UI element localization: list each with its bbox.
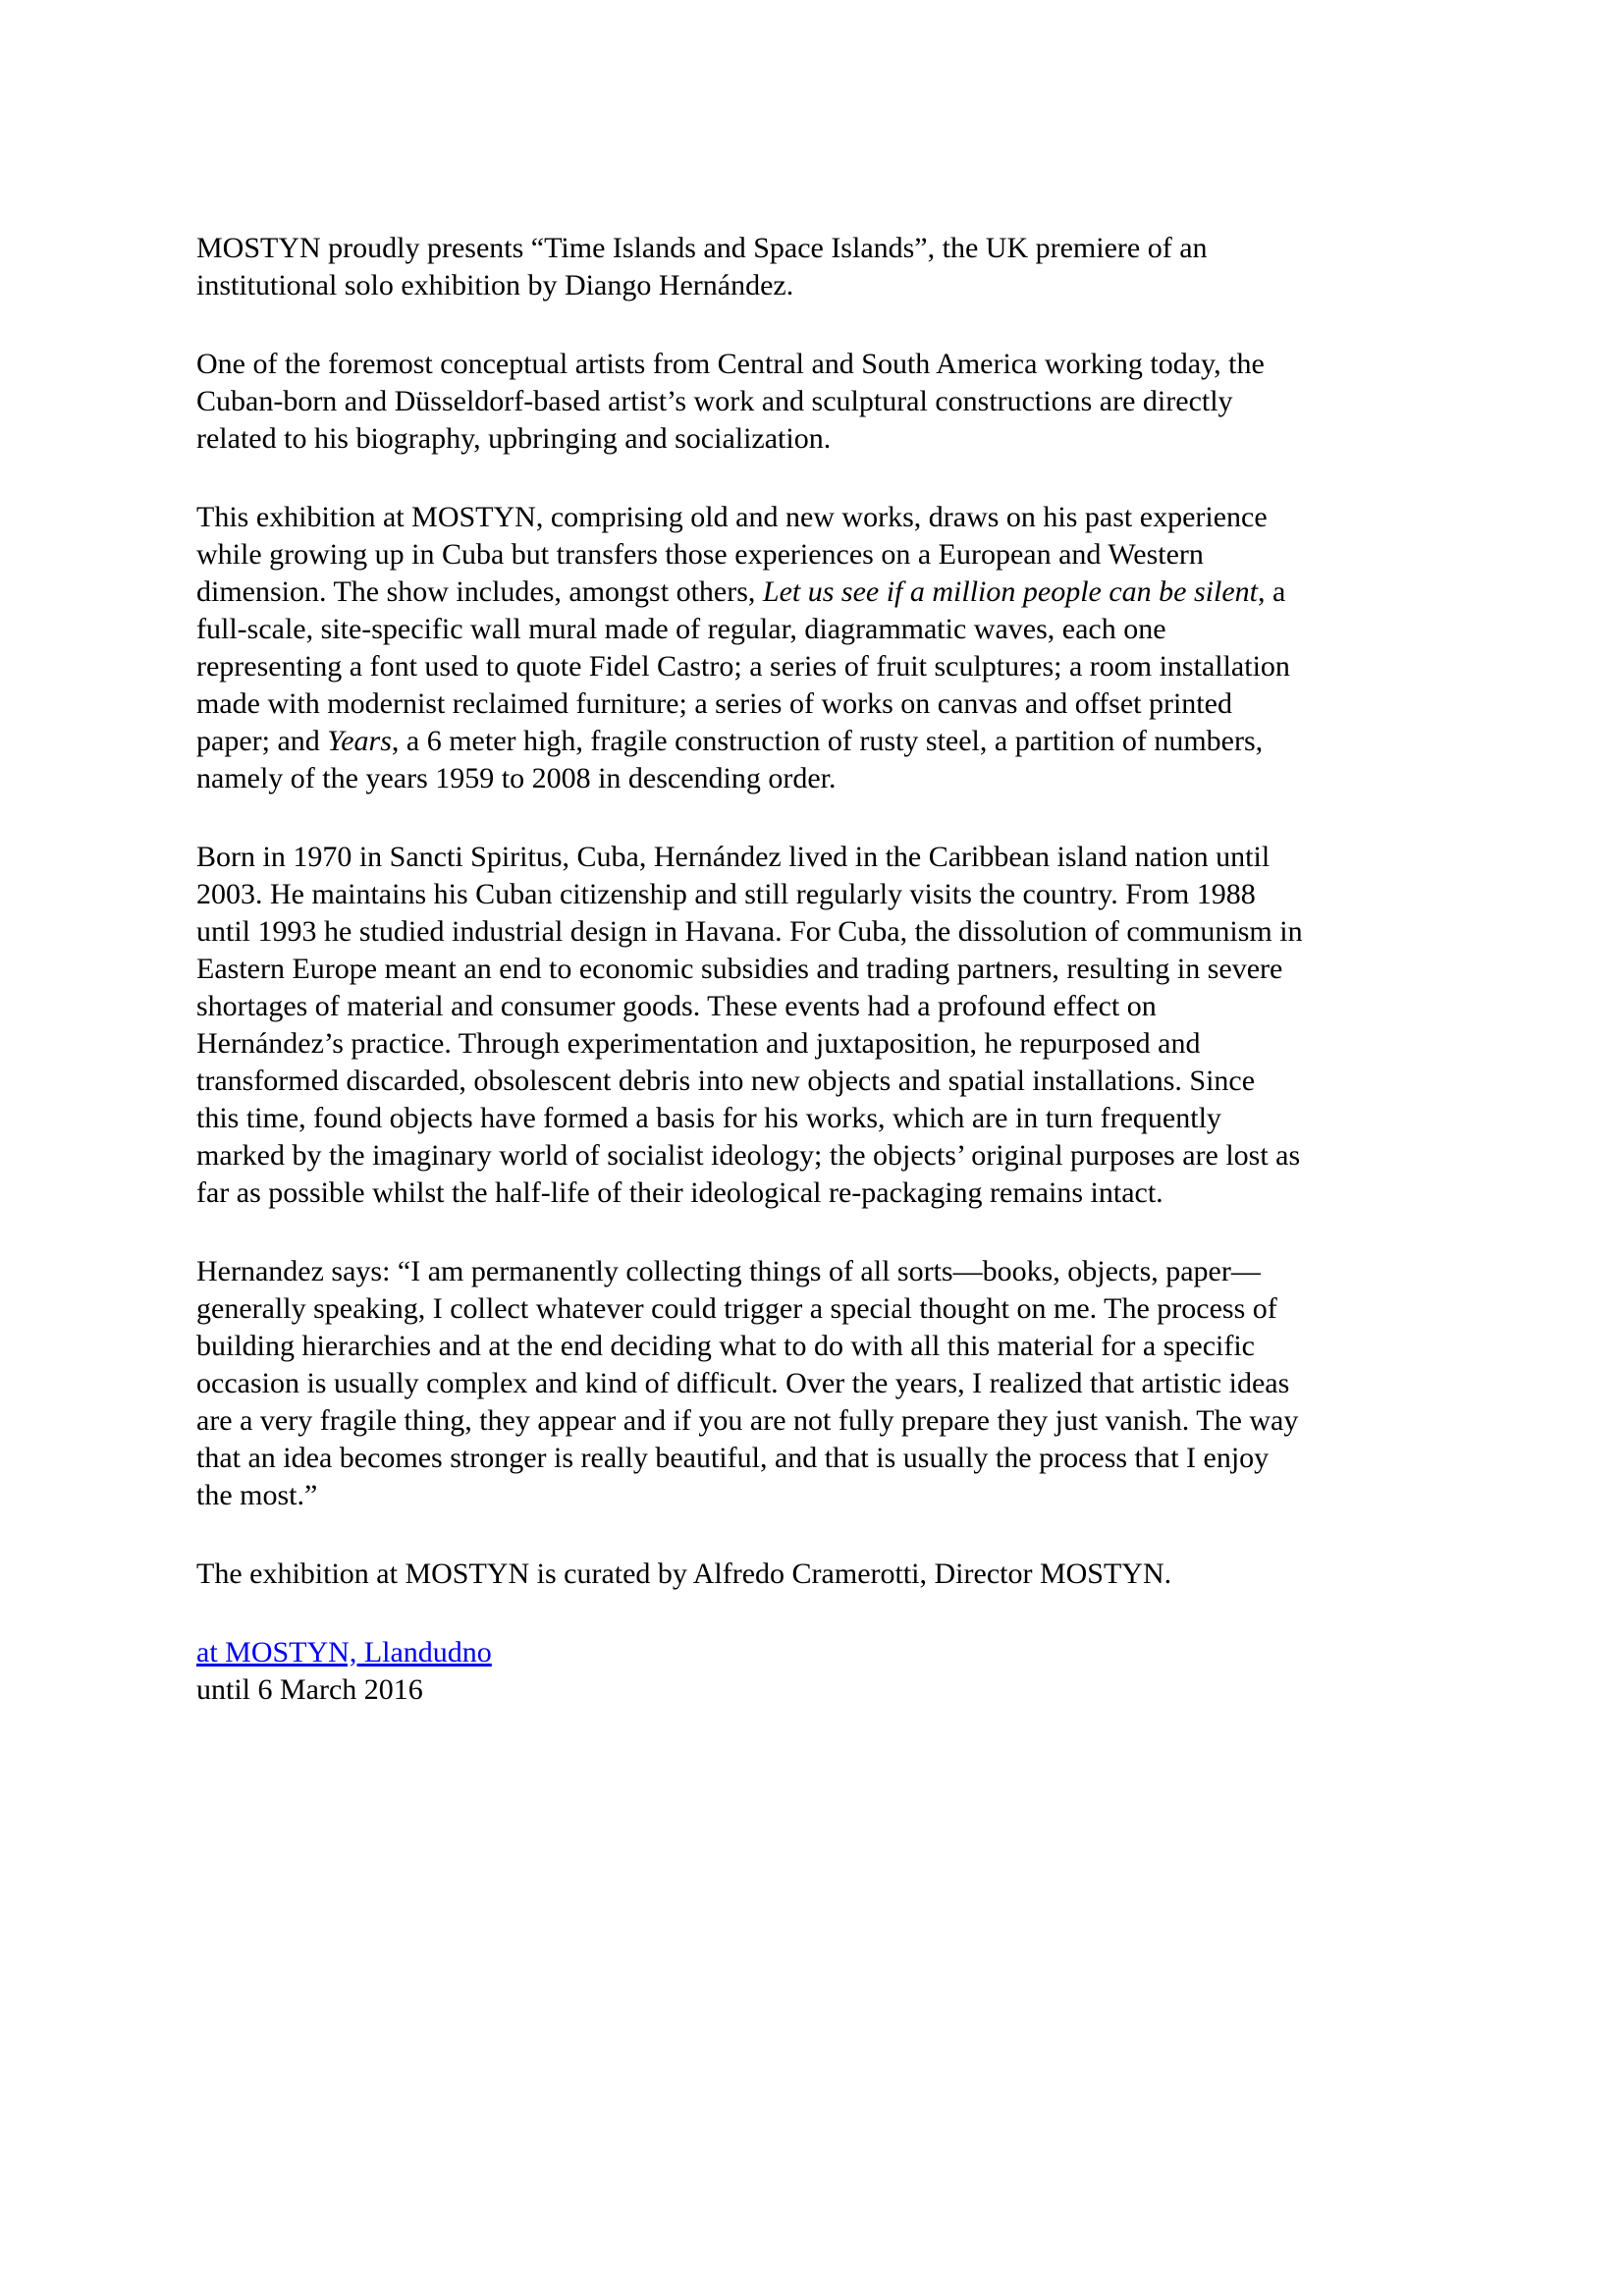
text-segment: This exhibition at MOSTYN, comprising old and new works, draws on his past experience	[196, 501, 1268, 533]
text-line	[196, 383, 1443, 420]
text-segment: MOSTYN proudly presents “Time Islands and Space Islands”, the UK premiere of an	[196, 232, 1208, 264]
text-segment: occasion is usually complex and kind of difficult. Over the years, I realized that artistic ideas	[196, 1367, 1290, 1399]
text-segment: 2003. He maintains his Cuban citizenship and still regularly visits the country. From 1988	[196, 878, 1256, 910]
text-segment: transformed discarded, obsolescent debris into new objects and spatial installations. Since	[196, 1065, 1256, 1097]
text-line	[196, 1175, 1443, 1212]
text-line	[196, 1253, 1443, 1290]
text-segment: dimension. The show includes, amongst others,	[196, 575, 763, 608]
text-segment: building hierarchies and at the end deciding what to do with all this material for a specific	[196, 1330, 1255, 1362]
artist-quote-paragraph	[196, 1253, 1443, 1514]
text-line	[196, 230, 1443, 267]
text-segment: Eastern Europe meant an end to economic subsidies and trading partners, resulting in severe	[196, 953, 1283, 985]
text-segment: One of the foremost conceptual artists from Central and South America working today, the	[196, 348, 1265, 380]
text-segment: marked by the imaginary world of socialist ideology; the objects’ original purposes are lost as	[196, 1139, 1301, 1172]
text-segment: , a 6 meter high, fragile construction of rusty steel, a partition of numbers,	[391, 725, 1264, 757]
text-line	[196, 1671, 1443, 1709]
artist-overview-paragraph	[196, 346, 1443, 458]
text-segment: until 1993 he studied industrial design in Havana. For Cuba, the dissolution of communism in	[196, 915, 1303, 948]
text-segment: Hernández’s practice. Through experimentation and juxtaposition, he repurposed and	[196, 1027, 1201, 1060]
text-segment: far as possible whilst the half-life of their ideological re-packaging remains intact.	[196, 1176, 1163, 1209]
text-line	[196, 1365, 1443, 1402]
text-line	[196, 1063, 1443, 1100]
text-line	[196, 267, 1443, 304]
text-line	[196, 346, 1443, 383]
text-segment: The exhibition at MOSTYN is curated by Alfredo Cramerotti, Director MOSTYN.	[196, 1558, 1172, 1590]
text-segment: , a	[1257, 575, 1286, 608]
text-segment: are a very fragile thing, they appear and if you are not fully prepare they just vanish. The way	[196, 1404, 1299, 1437]
text-line	[196, 951, 1443, 988]
text-line	[196, 913, 1443, 951]
intro-paragraph	[196, 230, 1443, 304]
text-line	[196, 876, 1443, 913]
text-line	[196, 1290, 1443, 1328]
text-segment: until 6 March 2016	[196, 1673, 423, 1706]
text-segment: full-scale, site-specific wall mural made of regular, diagrammatic waves, each one	[196, 613, 1166, 645]
text-segment: Years	[327, 725, 392, 757]
text-segment: the most.”	[196, 1479, 318, 1511]
text-segment: while growing up in Cuba but transfers those experiences on a European and Western	[196, 538, 1204, 571]
text-line	[196, 1402, 1443, 1440]
text-line	[196, 1137, 1443, 1175]
text-line	[196, 648, 1443, 685]
text-segment: generally speaking, I collect whatever could trigger a special thought on me. The process of	[196, 1292, 1277, 1325]
text-segment: Let us see if a million people can be silent	[762, 575, 1258, 608]
text-line	[196, 536, 1443, 574]
press-release-text	[196, 230, 1443, 1750]
text-line	[196, 1634, 1443, 1671]
text-segment: institutional solo exhibition by Diango Hernández.	[196, 269, 794, 301]
text-line	[196, 420, 1443, 458]
text-segment: related to his biography, upbringing and socialization.	[196, 422, 832, 455]
text-line	[196, 1556, 1443, 1593]
biography-paragraph	[196, 839, 1443, 1212]
text-line	[196, 685, 1443, 723]
text-segment: Hernandez says: “I am permanently collecting things of all sorts—books, objects, paper—	[196, 1255, 1261, 1287]
text-line	[196, 988, 1443, 1025]
text-line	[196, 1477, 1443, 1514]
text-segment: made with modernist reclaimed furniture; a series of works on canvas and offset printed	[196, 687, 1232, 720]
text-segment: that an idea becomes stronger is really beautiful, and that is usually the process that I enjoy	[196, 1442, 1270, 1474]
exhibition-description-paragraph	[196, 499, 1443, 797]
text-line	[196, 1328, 1443, 1365]
text-segment: representing a font used to quote Fidel Castro; a series of fruit sculptures; a room installation	[196, 650, 1290, 683]
venue-date-block	[196, 1634, 1443, 1709]
text-segment: namely of the years 1959 to 2008 in descending order.	[196, 762, 837, 794]
curator-paragraph	[196, 1556, 1443, 1593]
text-line	[196, 499, 1443, 536]
text-segment: paper; and	[196, 725, 328, 757]
text-line	[196, 574, 1443, 611]
text-line	[196, 611, 1443, 648]
text-line	[196, 1100, 1443, 1137]
text-segment: shortages of material and consumer goods. These events had a profound effect on	[196, 990, 1157, 1022]
text-line	[196, 723, 1443, 760]
text-line	[196, 839, 1443, 876]
text-line	[196, 1025, 1443, 1063]
venue-link[interactable]: at MOSTYN, Llandudno	[196, 1636, 492, 1668]
text-segment: this time, found objects have formed a basis for his works, which are in turn frequently	[196, 1102, 1221, 1134]
text-segment: Cuban-born and Düsseldorf-based artist’s work and sculptural constructions are directly	[196, 385, 1233, 417]
text-line	[196, 1440, 1443, 1477]
text-segment: Born in 1970 in Sancti Spiritus, Cuba, Hernández lived in the Caribbean island nation until	[196, 841, 1271, 873]
text-line	[196, 760, 1443, 797]
